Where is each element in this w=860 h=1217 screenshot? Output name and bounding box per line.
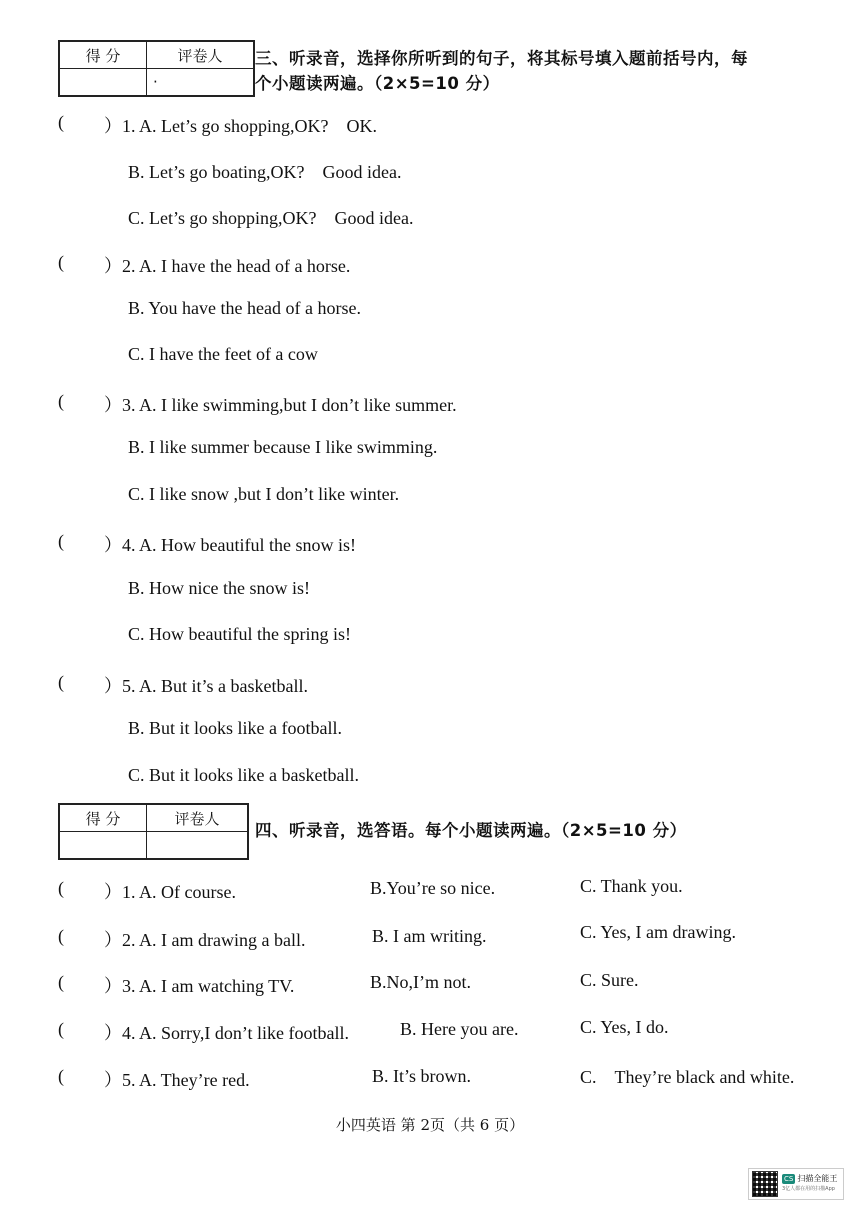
answer-paren: ( [58, 972, 64, 992]
score-cell [59, 69, 147, 97]
option-b: B.You’re so nice. [370, 878, 496, 898]
option-b: B.No,I’m not. [370, 972, 471, 992]
answer-paren: ( [58, 1019, 64, 1039]
option-b: B. How nice the snow is! [128, 578, 310, 598]
option-a: ）4. A. Sorry,I don’t like football. [104, 1023, 349, 1043]
option-b: B. I am writing. [372, 926, 487, 946]
scanner-logo: CS [784, 1175, 794, 1183]
option-a: ）3. A. I like swimming,but I don’t like summer. [104, 395, 457, 415]
option-c: C. I have the feet of a cow [128, 344, 318, 364]
answer-paren: ( [58, 391, 64, 411]
scanner-watermark [748, 1168, 844, 1200]
grader-cell [147, 69, 255, 97]
scanner-text [782, 1174, 837, 1194]
option-c: C. I like snow ,but I don’t like winter. [128, 484, 400, 504]
section4-title: 四、听录音，选答语。每个小题读两遍。（2×5=10 分） [255, 821, 687, 840]
option-c: C. How beautiful the spring is! [128, 624, 351, 644]
option-c: C. But it looks like a basketball. [128, 765, 359, 785]
section3-title [255, 46, 748, 96]
option-b: B. Let’s go boating,OK? Good idea. [128, 162, 402, 182]
grader-label: 评卷人 [147, 41, 255, 69]
stray-dot: · [153, 73, 158, 91]
answer-paren: ( [58, 1066, 64, 1086]
section3-title-line2: 个小题读两遍。（2×5=10 分） [255, 74, 500, 93]
answer-paren: ( [58, 252, 64, 272]
option-a: ）2. A. I am drawing a ball. [104, 930, 306, 950]
option-b: B. But it looks like a football. [128, 718, 342, 738]
answer-paren: ( [58, 672, 64, 692]
option-a: ）3. A. I am watching TV. [104, 976, 295, 996]
option-a: ）1. A. Let’s go shopping,OK? OK. [104, 116, 377, 136]
option-b: B. Here you are. [400, 1019, 519, 1039]
option-c: C. Sure. [580, 970, 639, 990]
answer-paren: ( [58, 112, 64, 132]
score-box-section4 [58, 803, 249, 860]
scanner-tagline: 3亿人都在用的扫描App [782, 1186, 835, 1192]
score-label: 得 分 [59, 804, 147, 832]
option-c: C. Thank you. [580, 876, 683, 896]
option-a: ）5. A. They’re red. [104, 1070, 250, 1090]
option-c: C. Yes, I am drawing. [580, 922, 736, 942]
option-a: ）2. A. I have the head of a horse. [104, 256, 351, 276]
scanner-name: 扫描全能王 [797, 1174, 838, 1183]
option-a: ）1. A. Of course. [104, 882, 236, 902]
option-b: B. You have the head of a horse. [128, 298, 361, 318]
score-cell [59, 832, 147, 860]
score-box-section3 [58, 40, 255, 97]
option-b: B. It’s brown. [372, 1066, 471, 1086]
option-c: C. Let’s go shopping,OK? Good idea. [128, 208, 414, 228]
section3-title-line1: 三、听录音，选择你所听到的句子，将其标号填入题前括号内，每 [255, 49, 748, 68]
option-a: ）5. A. But it’s a basketball. [104, 676, 308, 696]
qr-code-icon [752, 1171, 778, 1197]
page-footer: 小四英语 第 2页（共 6 页） [335, 1116, 525, 1134]
answer-paren: ( [58, 878, 64, 898]
option-b: B. I like summer because I like swimming. [128, 437, 438, 457]
answer-paren: ( [58, 531, 64, 551]
option-a: ）4. A. How beautiful the snow is! [104, 535, 356, 555]
option-c: C. They’re black and white. [580, 1067, 795, 1087]
score-label: 得 分 [59, 41, 147, 69]
answer-paren: ( [58, 926, 64, 946]
grader-cell [147, 832, 249, 860]
option-c: C. Yes, I do. [580, 1017, 669, 1037]
grader-label: 评卷人 [147, 804, 249, 832]
